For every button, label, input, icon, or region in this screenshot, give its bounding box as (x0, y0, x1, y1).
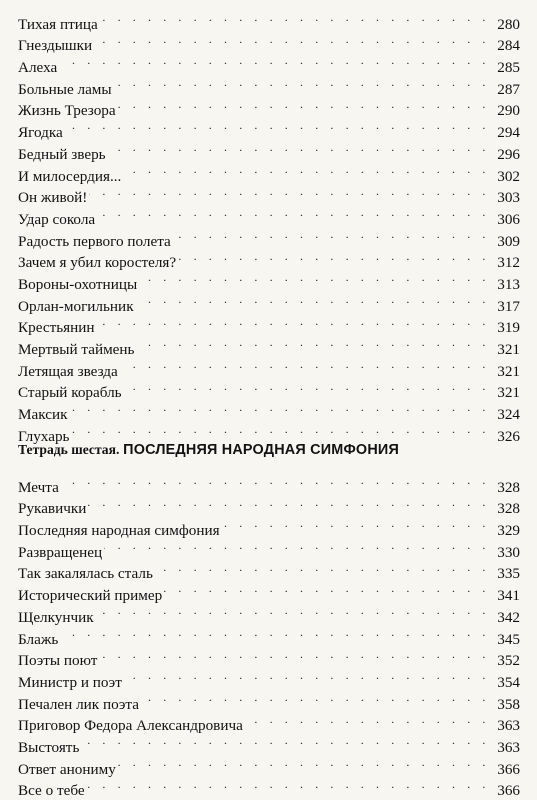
dot-leader (222, 513, 490, 535)
dot-leader (88, 492, 490, 514)
dot-leader (139, 267, 490, 289)
dot-leader (97, 202, 490, 224)
entry-title: Рукавички (18, 500, 87, 518)
dot-leader (164, 578, 490, 600)
dot-leader (124, 665, 490, 687)
dot-leader (136, 289, 490, 311)
dot-leader (65, 115, 490, 137)
dot-leader (100, 7, 490, 29)
entry-title: Максик (18, 406, 68, 424)
dot-leader (97, 311, 490, 333)
dot-leader (118, 752, 490, 774)
dot-leader (71, 419, 490, 441)
entry-page-number: 358 (497, 695, 520, 713)
entry-title: Мертвый таймень (18, 341, 135, 358)
entry-page-number: 284 (497, 37, 520, 55)
toc-entry (18, 513, 520, 540)
entry-title: Так закалялась сталь (18, 565, 153, 583)
entry-title: Развращенец (18, 543, 103, 561)
entry-title: Больные ламы (18, 80, 112, 98)
entry-title: Ягодка (18, 124, 63, 142)
toc-entry (18, 72, 520, 98)
toc-entry (18, 7, 520, 33)
entry-title: Печален лик поэта (18, 695, 139, 713)
entry-title: Жизнь Трезора (18, 102, 116, 120)
dot-leader (120, 354, 490, 376)
dot-leader (94, 29, 490, 51)
dot-leader (155, 557, 490, 579)
entry-page-number: 329 (497, 522, 520, 540)
entry-title: Летящая звезда (18, 362, 118, 380)
toc-entry (18, 181, 520, 207)
dot-leader (60, 622, 490, 644)
section-title: ПОСЛЕДНЯЯ НАРОДНАЯ СИМФОНИЯ (123, 442, 400, 458)
toc-entry (18, 470, 520, 496)
dot-leader (96, 600, 490, 622)
entry-page-number: 345 (497, 630, 520, 648)
dot-leader (89, 181, 490, 203)
toc-entry (18, 774, 520, 800)
section-prefix: Тетрадь шестая. (18, 442, 120, 457)
entry-page-number: 312 (497, 254, 520, 272)
dot-leader (118, 94, 490, 116)
entry-page-number: 363 (497, 717, 520, 735)
table-of-contents-top (18, 7, 520, 445)
dot-leader (59, 50, 490, 72)
toc-entry (18, 115, 520, 142)
entry-page-number: 342 (497, 608, 520, 626)
table-of-contents-bottom (18, 470, 520, 800)
dot-leader (87, 774, 490, 796)
entry-title: Мечта (18, 478, 59, 496)
entry-title: Блажь (18, 630, 59, 648)
entry-page-number: 352 (497, 652, 520, 670)
dot-leader (141, 687, 490, 709)
entry-title: Вороны-охотницы (18, 275, 138, 293)
dot-leader (61, 470, 490, 492)
entry-title: Бедный зверь (18, 145, 106, 163)
entry-page-number: 287 (497, 80, 520, 98)
dot-leader (124, 376, 490, 398)
entry-page-number: 317 (497, 297, 520, 315)
entry-title: Тихая птица (18, 15, 98, 33)
entry-page-number: 341 (497, 587, 520, 605)
entry-page-number: 328 (497, 500, 520, 518)
entry-page-number: 319 (497, 319, 520, 337)
entry-page-number: 321 (497, 362, 520, 380)
entry-page-number: 366 (497, 782, 520, 800)
entry-page-number: 285 (497, 59, 520, 77)
entry-page-number: 303 (497, 189, 520, 207)
entry-page-number: 280 (497, 15, 520, 33)
entry-title: Радость первого полета (18, 232, 171, 250)
entry-page-number: 309 (497, 232, 520, 250)
entry-title: Удар сокола (18, 210, 96, 228)
entry-page-number: 294 (497, 124, 520, 142)
toc-entry (18, 492, 520, 518)
dot-leader (123, 159, 490, 181)
toc-entry (18, 137, 520, 163)
entry-page-number: 306 (497, 210, 520, 228)
entry-title: Последняя народная симфония (18, 522, 220, 540)
entry-title: Орлан-могильник (18, 297, 134, 315)
entry-title: Все о тебе (18, 782, 85, 800)
toc-entry (18, 644, 520, 670)
entry-title: Крестьянин (18, 319, 95, 337)
entry-title: Щелкунчик (18, 608, 94, 626)
toc-entry (18, 202, 520, 228)
dot-leader (114, 72, 490, 94)
toc-entry (18, 397, 520, 424)
toc-entry (18, 29, 520, 55)
toc-entry (18, 50, 520, 77)
dot-leader (136, 332, 490, 354)
entry-title: Зачем я убил коростеля? (18, 254, 177, 272)
entry-page-number: 354 (497, 673, 520, 691)
entry-page-number: 330 (497, 543, 520, 561)
entry-title: Поэты поют (18, 652, 98, 670)
dot-leader (108, 137, 490, 159)
entry-title: Он живой! (18, 189, 88, 207)
dot-leader (99, 644, 490, 666)
entry-page-number: 366 (497, 760, 520, 778)
entry-title: И милосердия... (18, 167, 122, 185)
toc-entry (18, 752, 520, 778)
entry-title: Приговор Федора Александровича (18, 717, 243, 735)
dot-leader (178, 246, 490, 268)
dot-leader (81, 730, 490, 752)
entry-page-number: 321 (497, 384, 520, 402)
dot-leader (245, 709, 490, 731)
dot-leader (70, 397, 491, 419)
entry-page-number: 302 (497, 167, 520, 185)
entry-title: Старый корабль (18, 384, 122, 402)
entry-page-number: 326 (497, 427, 520, 445)
entry-title: Алеха (18, 59, 58, 77)
section-header (18, 441, 520, 459)
entry-page-number: 290 (497, 102, 520, 120)
toc-entry (18, 622, 520, 648)
entry-page-number: 335 (497, 565, 520, 583)
entry-page-number: 363 (497, 738, 520, 756)
entry-page-number: 296 (497, 145, 520, 163)
dot-leader (173, 224, 490, 246)
toc-entry (18, 730, 520, 756)
entry-title: Выстоять (18, 738, 80, 756)
dot-leader (104, 535, 490, 557)
entry-title: Исторический пример (18, 587, 163, 605)
entry-page-number: 321 (497, 341, 520, 358)
entry-title: Ответ анониму (18, 760, 116, 778)
entry-title: Министр и поэт (18, 673, 122, 691)
toc-entry (18, 419, 520, 445)
entry-title: Глухарь (18, 427, 70, 445)
entry-page-number: 324 (497, 406, 520, 424)
entry-page-number: 328 (497, 478, 520, 496)
entry-page-number: 313 (497, 275, 520, 293)
entry-title: Гнездышки (18, 37, 93, 55)
